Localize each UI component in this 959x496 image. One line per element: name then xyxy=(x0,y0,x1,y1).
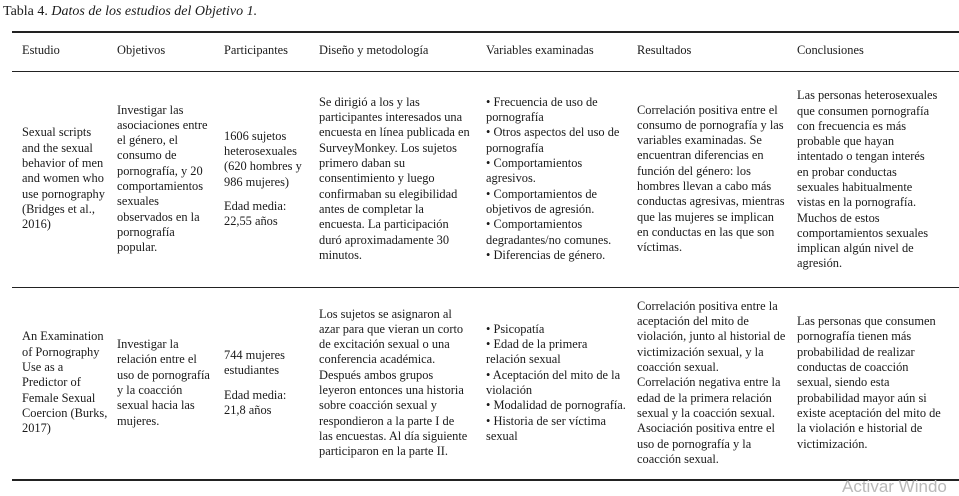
row2-objetivos-text: Investigar la relación entre el uso de pornografía y la coacción sexual hacia las mujeres. xyxy=(117,337,210,428)
table-row-1-estudio xyxy=(22,74,106,284)
table-row-2-resultados xyxy=(637,290,787,476)
header-participantes: Participantes xyxy=(224,43,288,57)
row2-participantes-sample: 744 mujeres estudiantes xyxy=(224,347,285,378)
row2-variable-item: • Historia de ser víctima sexual xyxy=(486,414,626,445)
table-row-1-variables xyxy=(486,74,626,284)
row2-variable-item: • Aceptación del mito de la violación xyxy=(486,368,626,399)
table-row-2-diseno xyxy=(319,290,471,476)
row2-resultado-3: Asociación positiva entre el uso de pornografía y la coacción sexual. xyxy=(637,421,775,466)
row1-resultados-text: Correlación positiva entre el consumo de pornografía y las variables examinadas. Se encuentran diferencias en función del género: los hombres llevan a cabo más conductas agresivas, mientras que las mujeres se implican en conductas en las que son víctimas. xyxy=(637,102,785,255)
activation-watermark: Activar Windo xyxy=(842,477,947,496)
row2-participantes-edad: Edad media: 21,8 años xyxy=(224,387,287,417)
caption-title: Datos de los estudios del Objetivo 1. xyxy=(51,4,258,19)
row1-variable-item: • Comportamientos degradantes/no comunes. xyxy=(486,217,626,248)
header-rule xyxy=(12,71,959,72)
table-row-1-resultados xyxy=(637,74,787,284)
table-row-2-objetivos xyxy=(117,290,213,476)
header-diseno: Diseño y metodología xyxy=(319,43,429,57)
row-separator xyxy=(12,287,959,288)
row2-variable-item: • Modalidad de pornografía. xyxy=(486,398,626,413)
row2-conclusiones-text: Las personas que consumen pornografía tienen más probabilidad de realizar conductas de coacción sexual, siendo esta probabilidad mayor aún si existe aceptación del mito de la violación e historial de victimización. xyxy=(797,314,941,451)
header-variables: Variables examinadas xyxy=(486,43,594,57)
table-row-1-conclusiones xyxy=(797,74,939,286)
row2-variable-item: • Psicopatía xyxy=(486,322,626,337)
row1-participantes-edad: Edad media: 22,55 años xyxy=(224,198,287,229)
row1-conclusiones-text: Las personas heterosexuales que consumen pornografía con frecuencia es más probable que hayan intentado o tengan interés en probar conductas sexuales habitualmente vistas en la pornografía. Muchos de estos comportamientos sexuales implican algún nivel de agresión. xyxy=(797,88,938,271)
table-row-2-variables xyxy=(486,290,626,476)
row2-diseno-text: Los sujetos se asignaron al azar para que vieran un corto de excitación sexual o una conferencia académica. Después ambos grupos leyeron entonces una historia sobre coacción sexual y respondieron a la parte I de las encuestas. Al día siguiente participaron en la parte II. xyxy=(319,306,468,459)
row1-variable-item: • Otros aspectos del uso de pornografía xyxy=(486,125,626,156)
table-row-2-participantes xyxy=(224,290,308,476)
row1-diseno-text: Se dirigió a los y las participantes interesados una encuesta en línea publicada en SurveyMonkey. Los sujetos primero daban su consentimiento y luego confirmaban su elegibilidad antes de completar la encuesta. La participación duró aproximadamente 30 minutos. xyxy=(319,94,470,262)
row2-estudio-text: An Examination of Pornography Use as a Predictor of Female Sexual Coercion (Burks, 2017) xyxy=(22,329,108,436)
row1-variable-item: • Diferencias de género. xyxy=(486,248,626,263)
row2-variable-item: • Edad de la primera relación sexual xyxy=(486,337,626,368)
table-row-2-conclusiones xyxy=(797,290,942,476)
caption-label: Tabla 4. xyxy=(3,4,48,19)
row2-resultado-2: Correlación negativa entre la edad de la primera relación sexual y la coacción sexual. xyxy=(637,375,781,420)
row1-variable-item: • Frecuencia de uso de pornografía xyxy=(486,95,626,126)
row1-participantes-sample: 1606 sujetos heterosexuales (620 hombres y 986 mujeres) xyxy=(224,128,302,189)
table-row-1-participantes xyxy=(224,74,308,284)
bottom-rule xyxy=(12,479,959,481)
row1-objetivos-text: Investigar las asociaciones entre el género, el consumo de pornografía, y 20 comportamientos sexuales observados en la pornografía popular. xyxy=(117,102,208,255)
row1-variable-item: • Comportamientos de objetivos de agresión. xyxy=(486,187,626,218)
row1-estudio-text: Sexual scripts and the sexual behavior of men and women who use pornography (Bridges et al., 2016) xyxy=(22,125,105,232)
table-row-1-diseno xyxy=(319,74,471,284)
table-row-1-objetivos xyxy=(117,74,217,284)
top-rule xyxy=(12,31,959,33)
row1-variable-item: • Comportamientos agresivos. xyxy=(486,156,626,187)
header-conclusiones: Conclusiones xyxy=(797,43,864,57)
header-estudio: Estudio xyxy=(22,43,60,57)
header-objetivos: Objetivos xyxy=(117,43,166,57)
header-resultados: Resultados xyxy=(637,43,692,57)
row2-resultado-1: Correlación positiva entre la aceptación del mito de violación, junto al historial de victimización sexual, y la coacción sexual. xyxy=(637,298,786,375)
table-row-2-estudio xyxy=(22,290,108,476)
table-caption xyxy=(3,3,257,21)
